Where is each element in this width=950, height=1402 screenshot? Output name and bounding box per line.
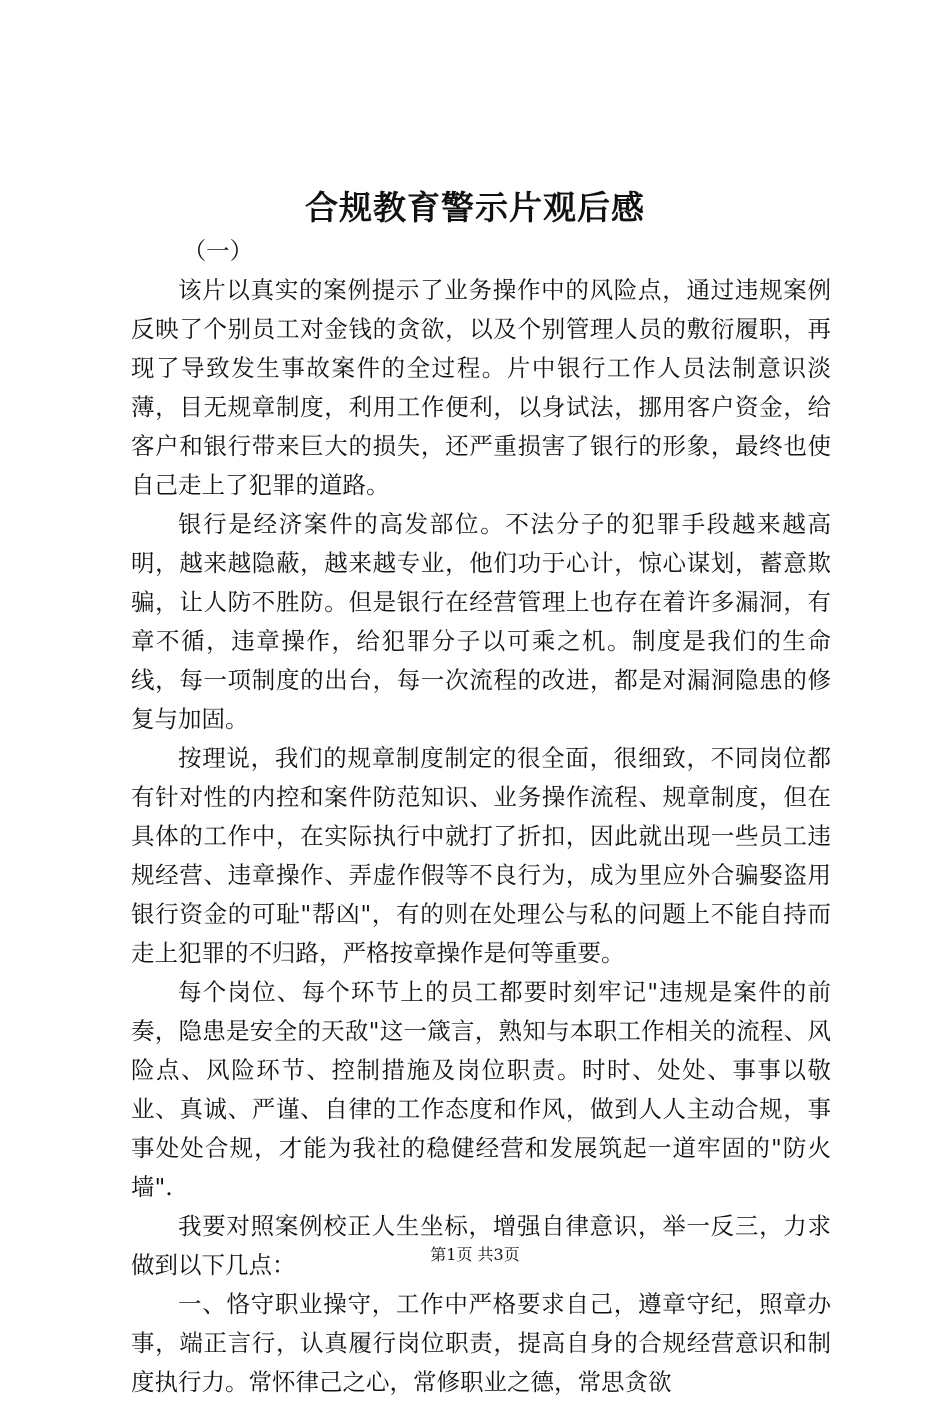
paragraph-4: 每个岗位、每个环节上的员工都要时刻牢记"违规是案件的前奏，隐患是安全的天敌"这一箴言，熟知与本职工作相关的流程、风险点、风险环节、控制措施及岗位职责。时时、处处、事事以敬业、真诚、严谨、自律的工作态度和作风，做到人人主动合规，事事处处合规，才能为我社的稳健经营和发展筑起一道牢固的"防火墙".	[131, 978, 831, 1201]
paragraph-1: 该片以真实的案例提示了业务操作中的风险点，通过违规案例反映了个别员工对金钱的贪欲，以及个别管理人员的敷衍履职，再现了导致发生事故案件的全过程。片中银行工作人员法制意识淡薄，目无规章制度，利用工作便利，以身试法，挪用客户资金，给客户和银行带来巨大的损失，还严重损害了银行的形象，最终也使自己走上了犯罪的道路。	[131, 276, 831, 499]
paragraph-6: 一、恪守职业操守，工作中严格要求自己，遵章守纪，照章办事，端正言行，认真履行岗位职责，提高自身的合规经营意识和制度执行力。常怀律己之心，常修职业之德，常思贪欲	[131, 1290, 831, 1396]
section-label: （一）	[182, 237, 254, 265]
paragraph-3: 按理说，我们的规章制度制定的很全面，很细致，不同岗位都有针对性的内控和案件防范知识、业务操作流程、规章制度，但在具体的工作中，在实际执行中就打了折扣，因此就出现一些员工违规经营、违章操作、弄虚作假等不良行为，成为里应外合骗娶盗用银行资金的可耻"帮凶"，有的则在处理公与私的问题上不能自持而走上犯罪的不归路，严格按章操作是何等重要。	[131, 744, 831, 967]
paragraph-2: 银行是经济案件的高发部位。不法分子的犯罪手段越来越高明，越来越隐蔽，越来越专业，他们功于心计，惊心谋划，蓄意欺骗，让人防不胜防。但是银行在经营管理上也存在着许多漏洞，有章不循，违章操作，给犯罪分子以可乘之机。制度是我们的生命线，每一项制度的出台，每一次流程的改进，都是对漏洞隐患的修复与加固。	[131, 510, 831, 733]
document-body	[131, 232, 831, 1402]
document-title: 合规教育警示片观后感	[305, 188, 645, 227]
page-footer: 第1页 共3页	[430, 1245, 520, 1264]
paragraph-5: 我要对照案例校正人生坐标，增强自律意识，举一反三，力求做到以下几点：	[131, 1212, 831, 1279]
